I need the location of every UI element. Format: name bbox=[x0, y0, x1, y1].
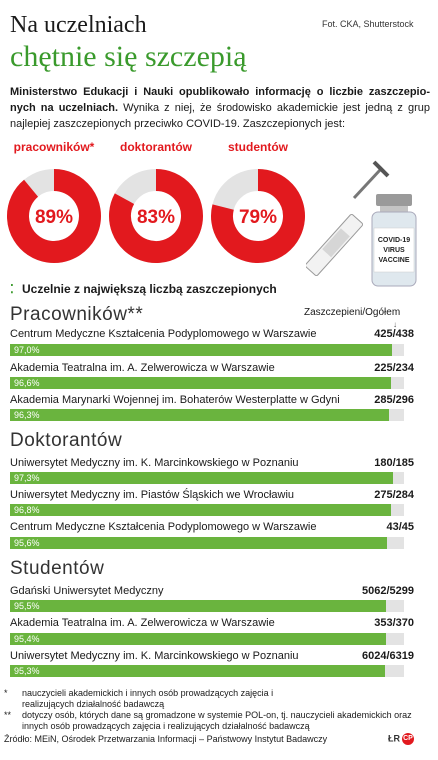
bar-fill bbox=[10, 665, 385, 677]
footnote-2-mark: ** bbox=[4, 710, 12, 720]
logo-badge: CP bbox=[402, 733, 414, 745]
row-count: 353/370 bbox=[374, 617, 414, 629]
bar-fill bbox=[10, 377, 391, 389]
value-column-header: Zaszczepieni/Ogółem bbox=[304, 307, 401, 318]
donut-value-doktorantow: 83% bbox=[136, 207, 176, 228]
row-label: Centrum Medyczne Kształcenia Podyplomowego w Warszawie bbox=[10, 521, 317, 533]
row-count: 43/45 bbox=[386, 521, 414, 533]
donut-value-studentow: 79% bbox=[238, 207, 278, 228]
bar-fill bbox=[10, 409, 389, 421]
photo-credit: Fot. CKA, Shutterstock bbox=[322, 19, 414, 29]
intro-text bbox=[10, 84, 430, 132]
row-label: Akademia Marynarki Wojennej im. Bohaterów Westerplatte w Gdyni bbox=[10, 394, 340, 406]
row-count: 285/296 bbox=[374, 394, 414, 406]
group-title-doktorantow: Doktorantów bbox=[10, 430, 123, 451]
bar-fill bbox=[10, 537, 387, 549]
section-dots-icon: ⁚ bbox=[10, 282, 14, 296]
bar-track bbox=[10, 665, 404, 677]
bars-section-title-text: Uczelnie z największą liczbą zaszczepionych bbox=[22, 282, 277, 296]
donut-value-pracownikow: 89% bbox=[34, 207, 74, 228]
bar-pct-label: 95,3% bbox=[14, 666, 40, 676]
donut-svg-studentow bbox=[210, 168, 306, 264]
vial-label-line2: VIRUS bbox=[383, 247, 405, 254]
footnote-1: nauczycieli akademickich i innych osób prowadzących zajęcia i realizujących działalność badawczą bbox=[22, 688, 274, 709]
row-count: 225/234 bbox=[374, 362, 414, 374]
bar-track bbox=[10, 472, 404, 484]
bar-fill bbox=[10, 472, 393, 484]
bar-fill bbox=[10, 633, 386, 645]
donut-chart-doktorantow bbox=[108, 168, 204, 264]
bar-track bbox=[10, 409, 404, 421]
row-count: 425/438 bbox=[374, 328, 414, 340]
row-label: Akademia Teatralna im. A. Zelwerowicza w Warszawie bbox=[10, 617, 275, 629]
intro-bold: Ministerstwo Edukacji i Nauki opublikowało informację o liczbie zaszczepio-nych na uczelniach. bbox=[10, 86, 430, 114]
donut-label-studentow: studentów bbox=[228, 140, 288, 154]
bar-fill bbox=[10, 600, 386, 612]
bar-pct-label: 96,3% bbox=[14, 410, 40, 420]
logo-text: ŁR bbox=[388, 733, 400, 744]
bar-pct-label: 97,0% bbox=[14, 345, 40, 355]
vaccine-syringe-illustration bbox=[306, 150, 430, 292]
bars-section-title bbox=[10, 282, 277, 296]
bar-fill bbox=[10, 344, 392, 356]
footnote-2: dotyczy osób, których dane są gromadzone w systemie POL-on, tj. nauczycieli akademickich oraz innych osób prowadzących zajęcia i realizujących działalność badawczą bbox=[22, 710, 412, 731]
vial-label-line1: COVID-19 bbox=[377, 237, 411, 244]
donut-chart-pracownikow bbox=[6, 168, 102, 264]
bar-track bbox=[10, 377, 404, 389]
footnote-1-mark: * bbox=[4, 688, 8, 698]
donut-svg-doktorantow bbox=[108, 168, 204, 264]
row-count: 180/185 bbox=[374, 457, 414, 469]
row-label: Centrum Medyczne Kształcenia Podyplomowego w Warszawie bbox=[10, 328, 317, 340]
source-note: Źródło: MEiN, Ośrodek Przetwarzania Informacji – Państwowy Instytut Badawczy bbox=[4, 734, 328, 744]
donut-label-doktorantow: doktorantów bbox=[120, 140, 192, 154]
arrow-down-icon: ↓ bbox=[393, 320, 397, 329]
bar-track bbox=[10, 504, 404, 516]
bar-pct-label: 96,8% bbox=[14, 505, 40, 515]
donut-chart-studentow bbox=[210, 168, 306, 264]
group-title-pracownikow: Pracowników** bbox=[10, 304, 144, 325]
group-title-studentow: Studentów bbox=[10, 558, 105, 579]
vaccine-svg bbox=[306, 150, 430, 292]
row-count: 275/284 bbox=[374, 489, 414, 501]
row-label: Uniwersytet Medyczny im. Piastów Śląskich we Wrocławiu bbox=[10, 489, 295, 501]
bar-track bbox=[10, 633, 404, 645]
bar-pct-label: 97,3% bbox=[14, 473, 40, 483]
bar-track bbox=[10, 600, 404, 612]
bar-pct-label: 95,5% bbox=[14, 601, 40, 611]
title-line-2: chętnie się szczepią bbox=[10, 40, 247, 73]
bar-pct-label: 95,6% bbox=[14, 538, 40, 548]
vial-icon bbox=[372, 194, 416, 286]
bar-fill bbox=[10, 504, 391, 516]
bar-track bbox=[10, 344, 404, 356]
bar-pct-label: 95,4% bbox=[14, 634, 40, 644]
row-label: Akademia Teatralna im. A. Zelwerowicza w Warszawie bbox=[10, 362, 275, 374]
title-line-1: Na uczelniach bbox=[10, 12, 147, 38]
vial-label-line3: VACCINE bbox=[378, 257, 410, 264]
row-label: Uniwersytet Medyczny im. K. Marcinkowskiego w Poznaniu bbox=[10, 457, 299, 469]
bar-track bbox=[10, 537, 404, 549]
row-count: 5062/5299 bbox=[362, 585, 414, 597]
row-label: Uniwersytet Medyczny im. K. Marcinkowskiego w Poznaniu bbox=[10, 650, 299, 662]
intro-regular: Wynika z niej, że środowisko akademickie jest jedną z grup najlepiej zaszczepionych przeciwko COVID-19. Zaszczepionych jest: bbox=[10, 102, 430, 130]
bar-pct-label: 96,6% bbox=[14, 378, 40, 388]
publisher-logo bbox=[388, 733, 414, 745]
donut-svg-pracownikow bbox=[6, 168, 102, 264]
row-count: 6024/6319 bbox=[362, 650, 414, 662]
row-label: Gdański Uniwersytet Medyczny bbox=[10, 585, 164, 597]
donut-label-pracownikow: pracowników* bbox=[13, 140, 95, 154]
